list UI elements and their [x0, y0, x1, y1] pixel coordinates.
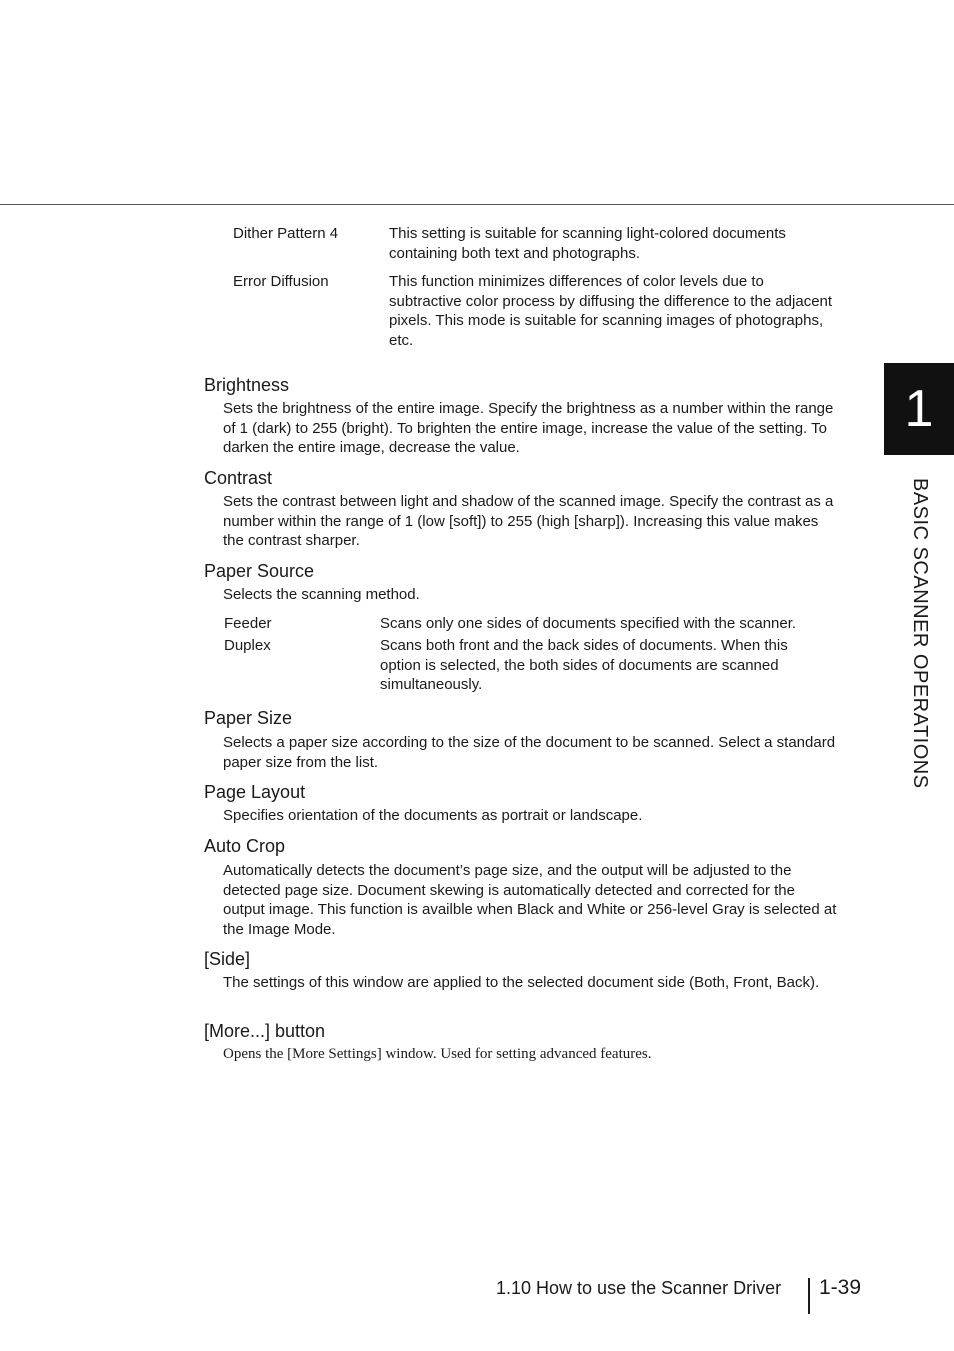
heading-page-layout: Page Layout [204, 782, 306, 802]
heading-more-button: [More...] button [204, 1021, 326, 1041]
def-desc: This function minimizes differences of color levels due to subtractive color process by diffusing the difference to the adjacent pixels. This mode is suitable for scanning images of photographs, etc. [389, 273, 833, 349]
text-brightness: Sets the brightness of the entire image. Specify the brightness as a number within the range of 1 (dark) to 255 (bright). To brighten the entire image, increase the value of the setting. To darken the entire image, decrease the value. [223, 400, 834, 456]
heading-paper-size: Paper Size [204, 708, 293, 728]
text-page-layout: Specifies orientation of the documents as portrait or landscape. [223, 807, 643, 824]
heading-paper-source: Paper Source [204, 561, 315, 581]
page-number: 1-39 [819, 1276, 862, 1299]
def-duplex [224, 636, 839, 696]
heading-auto-crop: Auto Crop [204, 836, 286, 856]
def-desc: Scans both front and the back sides of documents. When this option is selected, the both sides of documents are scanned simultaneously. [380, 637, 788, 693]
def-desc: This setting is suitable for scanning light-colored documents containing both text and photographs. [389, 225, 786, 262]
footer-section-title: 1.10 How to use the Scanner Driver [496, 1278, 782, 1298]
text-contrast: Sets the contrast between light and shadow of the scanned image. Specify the contrast as a number within the range of 1 (low [soft]) to 255 (high [sharp]). Increasing this value makes the contrast sharper. [223, 493, 834, 549]
def-feeder [224, 614, 839, 634]
def-term: Dither Pattern 4 [233, 225, 339, 242]
def-term: Duplex [224, 637, 271, 654]
heading-contrast: Contrast [204, 468, 273, 488]
text-paper-size: Selects a paper size according to the size of the document to be scanned. Select a standard paper size from the list. [223, 734, 836, 771]
text-side: The settings of this window are applied to the selected document side (Both, Front, Back). [223, 974, 820, 991]
footer-rule [808, 1278, 810, 1314]
def-term: Feeder [224, 615, 272, 632]
heading-side: [Side] [204, 949, 251, 969]
def-dither-pattern-4 [233, 224, 853, 264]
chapter-label: BASIC SCANNER OPERATIONS [909, 478, 931, 789]
chapter-tab: 1 [884, 363, 954, 455]
def-desc: Scans only one sides of documents specified with the scanner. [380, 615, 797, 632]
def-term: Error Diffusion [233, 273, 329, 290]
header-rule [0, 204, 954, 205]
def-error-diffusion [233, 272, 853, 352]
text-auto-crop: Automatically detects the document’s page size, and the output will be adjusted to the detected page size. Document skewing is automatically detected and corrected for the output image. This function is availble when Black and White or 256-level Gray is selected at the Image Mode. [223, 862, 837, 938]
text-more-button: Opens the [More Settings] window. Used for setting advanced features. [223, 1046, 652, 1062]
text-paper-source: Selects the scanning method. [223, 586, 420, 603]
heading-brightness: Brightness [204, 375, 290, 395]
